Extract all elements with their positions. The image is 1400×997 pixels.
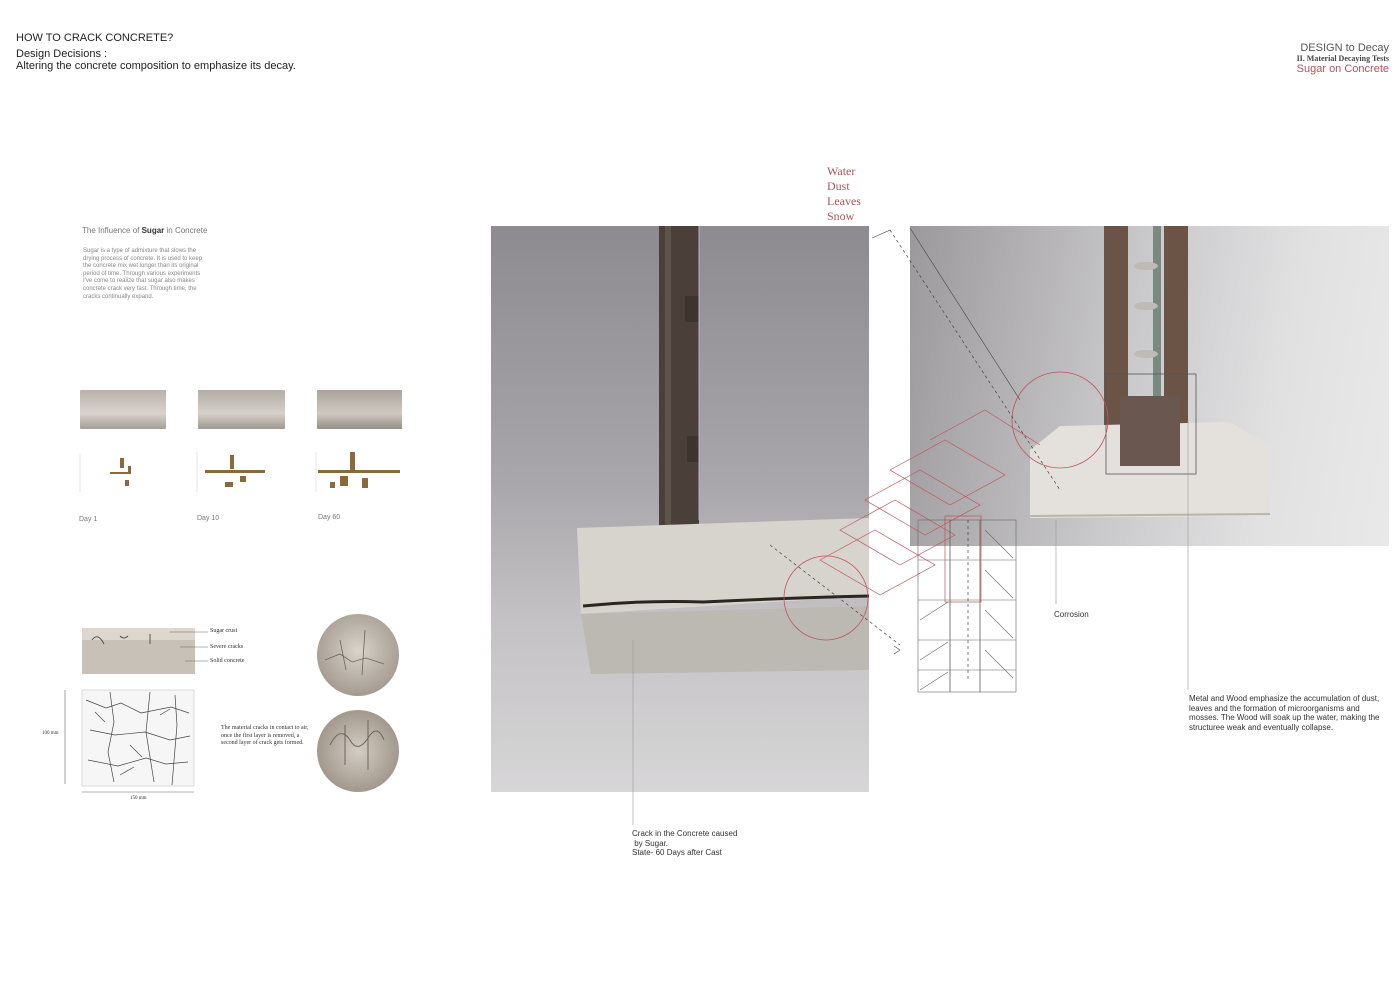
layer-label-solid-concrete: Solid concrete — [210, 658, 245, 664]
dimension-height: 100 mm — [42, 731, 59, 736]
project-title: DESIGN to Decay — [1300, 42, 1389, 54]
project-topic: Sugar on Concrete — [1296, 63, 1389, 75]
element-leaves: Leaves — [827, 194, 861, 208]
element-dust: Dust — [827, 179, 850, 193]
elements-list — [827, 164, 861, 224]
influence-body: Sugar is a type of admixture that slows the drying process of concrete. It is used to keep the concrete mix wet longer than its original period of time. Through various experiments I've come to realize that sugar also makes concrete crack very fast. Through time, the cracks continually expand. — [83, 248, 203, 300]
day-label-60: Day 60 — [318, 514, 341, 521]
crack-note-line-2: by Sugar. — [632, 838, 669, 848]
dimension-width: 150 mm — [130, 796, 147, 801]
influence-title: The Influence of Sugar in Concrete — [82, 226, 208, 235]
day-label-1: Day 1 — [79, 516, 98, 523]
corrosion-label: Corrosion — [1054, 610, 1089, 619]
page-subtitle: Design Decisions : — [16, 48, 108, 60]
page-title: HOW TO CRACK CONCRETE? — [16, 32, 174, 44]
element-snow: Snow — [827, 209, 855, 223]
cracks-note: The material cracks in contact to air, once the first layer is removed, a second layer of crack gets formed. — [221, 725, 309, 746]
crack-note-line-1: Crack in the Concrete caused — [632, 829, 738, 838]
page-description: Altering the concrete composition to emphasize its decay. — [16, 60, 296, 72]
element-water: Water — [827, 164, 856, 178]
layer-label-sugar-crust: Sugar crust — [210, 628, 238, 634]
metal-wood-note: Metal and Wood emphasize the accumulation of dust, leaves and the formation of microorganisms and mosses. The Wood will soak up the water, making the structuree weak and eventually collapse. — [1189, 694, 1380, 732]
crack-note-line-3: State- 60 Days after Cast — [632, 848, 722, 857]
crack-note — [632, 829, 737, 858]
layer-label-severe-cracks: Severe cracks — [210, 644, 244, 650]
project-section: II. Material Decaying Tests — [1296, 54, 1389, 63]
day-label-10: Day 10 — [197, 515, 220, 522]
